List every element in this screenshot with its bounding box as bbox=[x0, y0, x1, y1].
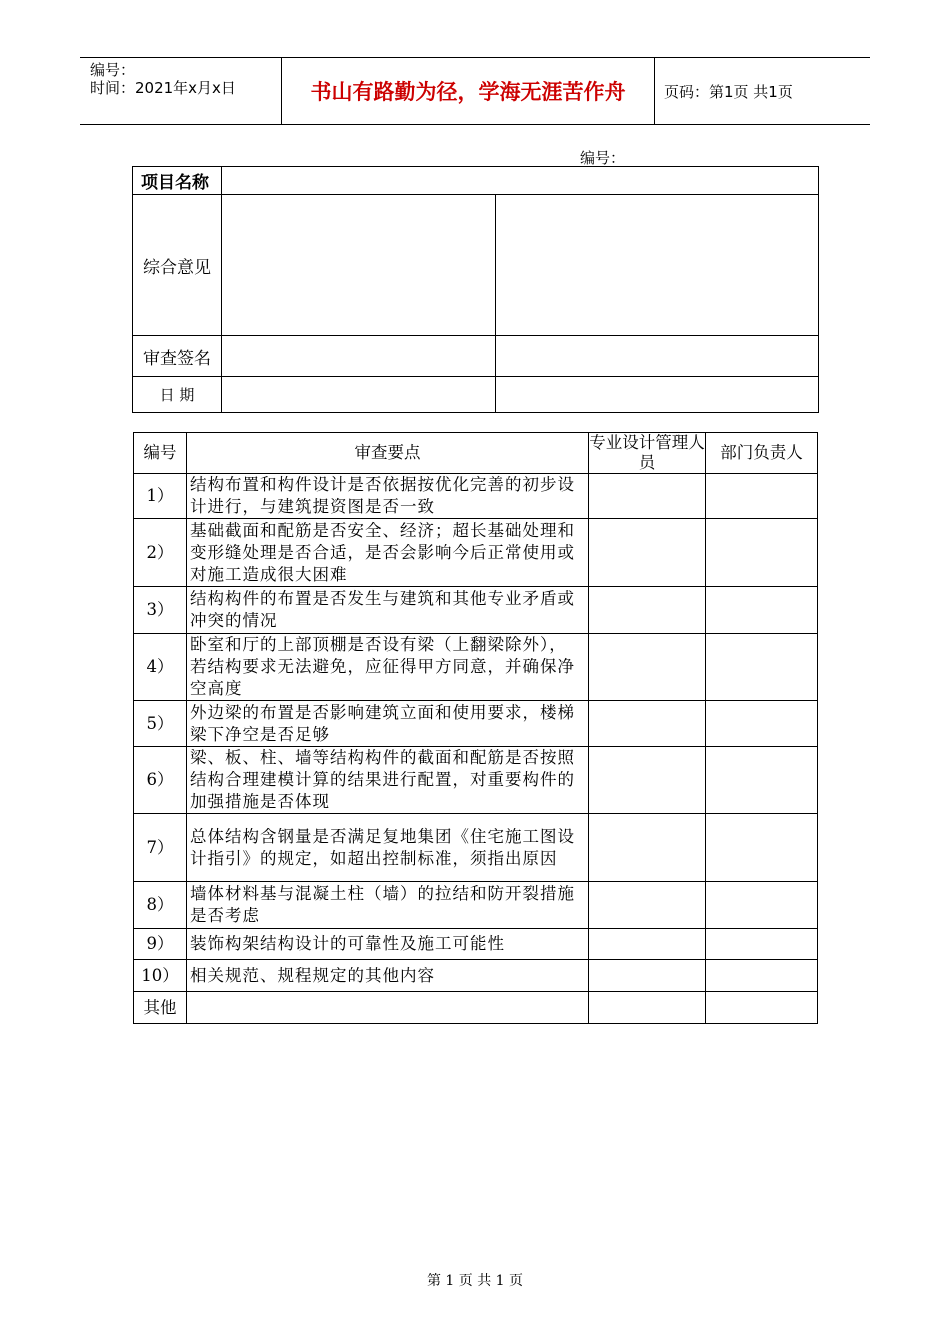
review-point[interactable] bbox=[187, 992, 589, 1024]
row-number: 6） bbox=[134, 747, 187, 814]
manager-check-cell[interactable] bbox=[706, 519, 818, 587]
review-point: 基础截面和配筋是否安全、经济；超长基础处理和变形缝处理是否合适，是否会影响今后正常使用或对施工造成很大困难 bbox=[187, 519, 589, 587]
signature-field-right[interactable] bbox=[496, 336, 819, 377]
header-motto: 书山有路勤为径，学海无涯苦作舟 bbox=[310, 80, 626, 104]
header-manager: 部门负责人 bbox=[706, 433, 818, 474]
manager-check-cell[interactable] bbox=[706, 701, 818, 747]
review-point: 结构布置和构件设计是否依据按优化完善的初步设计进行，与建筑提资图是否一致 bbox=[187, 474, 589, 519]
table-row bbox=[134, 474, 818, 519]
designer-check-cell[interactable] bbox=[589, 634, 706, 701]
designer-check-cell[interactable] bbox=[589, 701, 706, 747]
form-serial-label: 编号： bbox=[580, 149, 626, 167]
review-point: 装饰构架结构设计的可靠性及施工可能性 bbox=[187, 929, 589, 960]
designer-check-cell[interactable] bbox=[589, 587, 706, 634]
designer-check-cell[interactable] bbox=[589, 814, 706, 882]
designer-check-cell[interactable] bbox=[589, 747, 706, 814]
header-divider-right bbox=[654, 57, 655, 124]
row-number: 7） bbox=[134, 814, 187, 882]
table-row bbox=[134, 587, 818, 634]
designer-check-cell[interactable] bbox=[589, 519, 706, 587]
row-number: 5） bbox=[134, 701, 187, 747]
project-name-label: 项目名称 bbox=[133, 167, 222, 195]
table-row bbox=[134, 747, 818, 814]
review-point: 卧室和厅的上部顶棚是否设有梁（上翻梁除外），若结构要求无法避免，应征得甲方同意，并确保净空高度 bbox=[187, 634, 589, 701]
opinion-field-left[interactable] bbox=[222, 195, 496, 336]
opinion-field-right[interactable] bbox=[496, 195, 819, 336]
project-name-field[interactable] bbox=[222, 167, 819, 195]
manager-check-cell[interactable] bbox=[706, 960, 818, 992]
row-number: 其他 bbox=[134, 992, 187, 1024]
page-footer: 第 1 页 共 1 页 bbox=[426, 1273, 524, 1289]
header-page-label: 页码：第1页 共1页 bbox=[664, 83, 793, 101]
row-number: 9） bbox=[134, 929, 187, 960]
review-point: 相关规范、规程规定的其他内容 bbox=[187, 960, 589, 992]
manager-check-cell[interactable] bbox=[706, 747, 818, 814]
table-row bbox=[134, 701, 818, 747]
table-row bbox=[134, 814, 818, 882]
header-designer: 专业设计管理人员 bbox=[589, 433, 705, 472]
header-bottom-rule bbox=[80, 124, 870, 125]
header-no: 编号 bbox=[134, 433, 187, 474]
review-point: 总体结构含钢量是否满足复地集团《住宅施工图设计指引》的规定，如超出控制标准，须指出原因 bbox=[187, 814, 589, 882]
review-form-table bbox=[132, 166, 819, 413]
manager-check-cell[interactable] bbox=[706, 634, 818, 701]
header-time-label: 时间：2021年x月x日 bbox=[90, 79, 236, 97]
designer-check-cell[interactable] bbox=[589, 960, 706, 992]
table-row bbox=[134, 519, 818, 587]
signature-field-left[interactable] bbox=[222, 336, 496, 377]
manager-check-cell[interactable] bbox=[706, 814, 818, 882]
row-number: 2） bbox=[134, 519, 187, 587]
date-field-right[interactable] bbox=[496, 377, 819, 413]
table-row bbox=[134, 882, 818, 929]
table-row bbox=[134, 929, 818, 960]
manager-check-cell[interactable] bbox=[706, 992, 818, 1024]
row-number: 8） bbox=[134, 882, 187, 929]
date-field-left[interactable] bbox=[222, 377, 496, 413]
header-top-rule bbox=[80, 57, 870, 58]
manager-check-cell[interactable] bbox=[706, 929, 818, 960]
manager-check-cell[interactable] bbox=[706, 587, 818, 634]
manager-check-cell[interactable] bbox=[706, 882, 818, 929]
designer-check-cell[interactable] bbox=[589, 882, 706, 929]
row-number: 10） bbox=[134, 960, 187, 992]
opinion-label: 综合意见 bbox=[133, 195, 222, 336]
designer-check-cell[interactable] bbox=[589, 992, 706, 1024]
designer-check-cell[interactable] bbox=[589, 474, 706, 519]
table-row bbox=[134, 960, 818, 992]
review-checklist-table bbox=[133, 432, 818, 1024]
table-row bbox=[134, 634, 818, 701]
review-point: 梁、板、柱、墙等结构构件的截面和配筋是否按照结构合理建模计算的结果进行配置，对重要构件的加强措施是否体现 bbox=[187, 747, 589, 814]
row-number: 1） bbox=[134, 474, 187, 519]
row-number: 4） bbox=[134, 634, 187, 701]
review-point: 结构构件的布置是否发生与建筑和其他专业矛盾或冲突的情况 bbox=[187, 587, 589, 634]
review-point: 外边梁的布置是否影响建筑立面和使用要求，楼梯梁下净空是否足够 bbox=[187, 701, 589, 747]
signature-label: 审查签名 bbox=[133, 336, 222, 377]
date-label: 日 期 bbox=[133, 377, 222, 413]
review-point: 墙体材料基与混凝土柱（墙）的拉结和防开裂措施是否考虑 bbox=[187, 882, 589, 929]
header-points: 审查要点 bbox=[187, 433, 589, 474]
designer-check-cell[interactable] bbox=[589, 929, 706, 960]
row-number: 3） bbox=[134, 587, 187, 634]
header-serial-label: 编号： bbox=[90, 61, 136, 79]
table-row bbox=[134, 992, 818, 1024]
manager-check-cell[interactable] bbox=[706, 474, 818, 519]
